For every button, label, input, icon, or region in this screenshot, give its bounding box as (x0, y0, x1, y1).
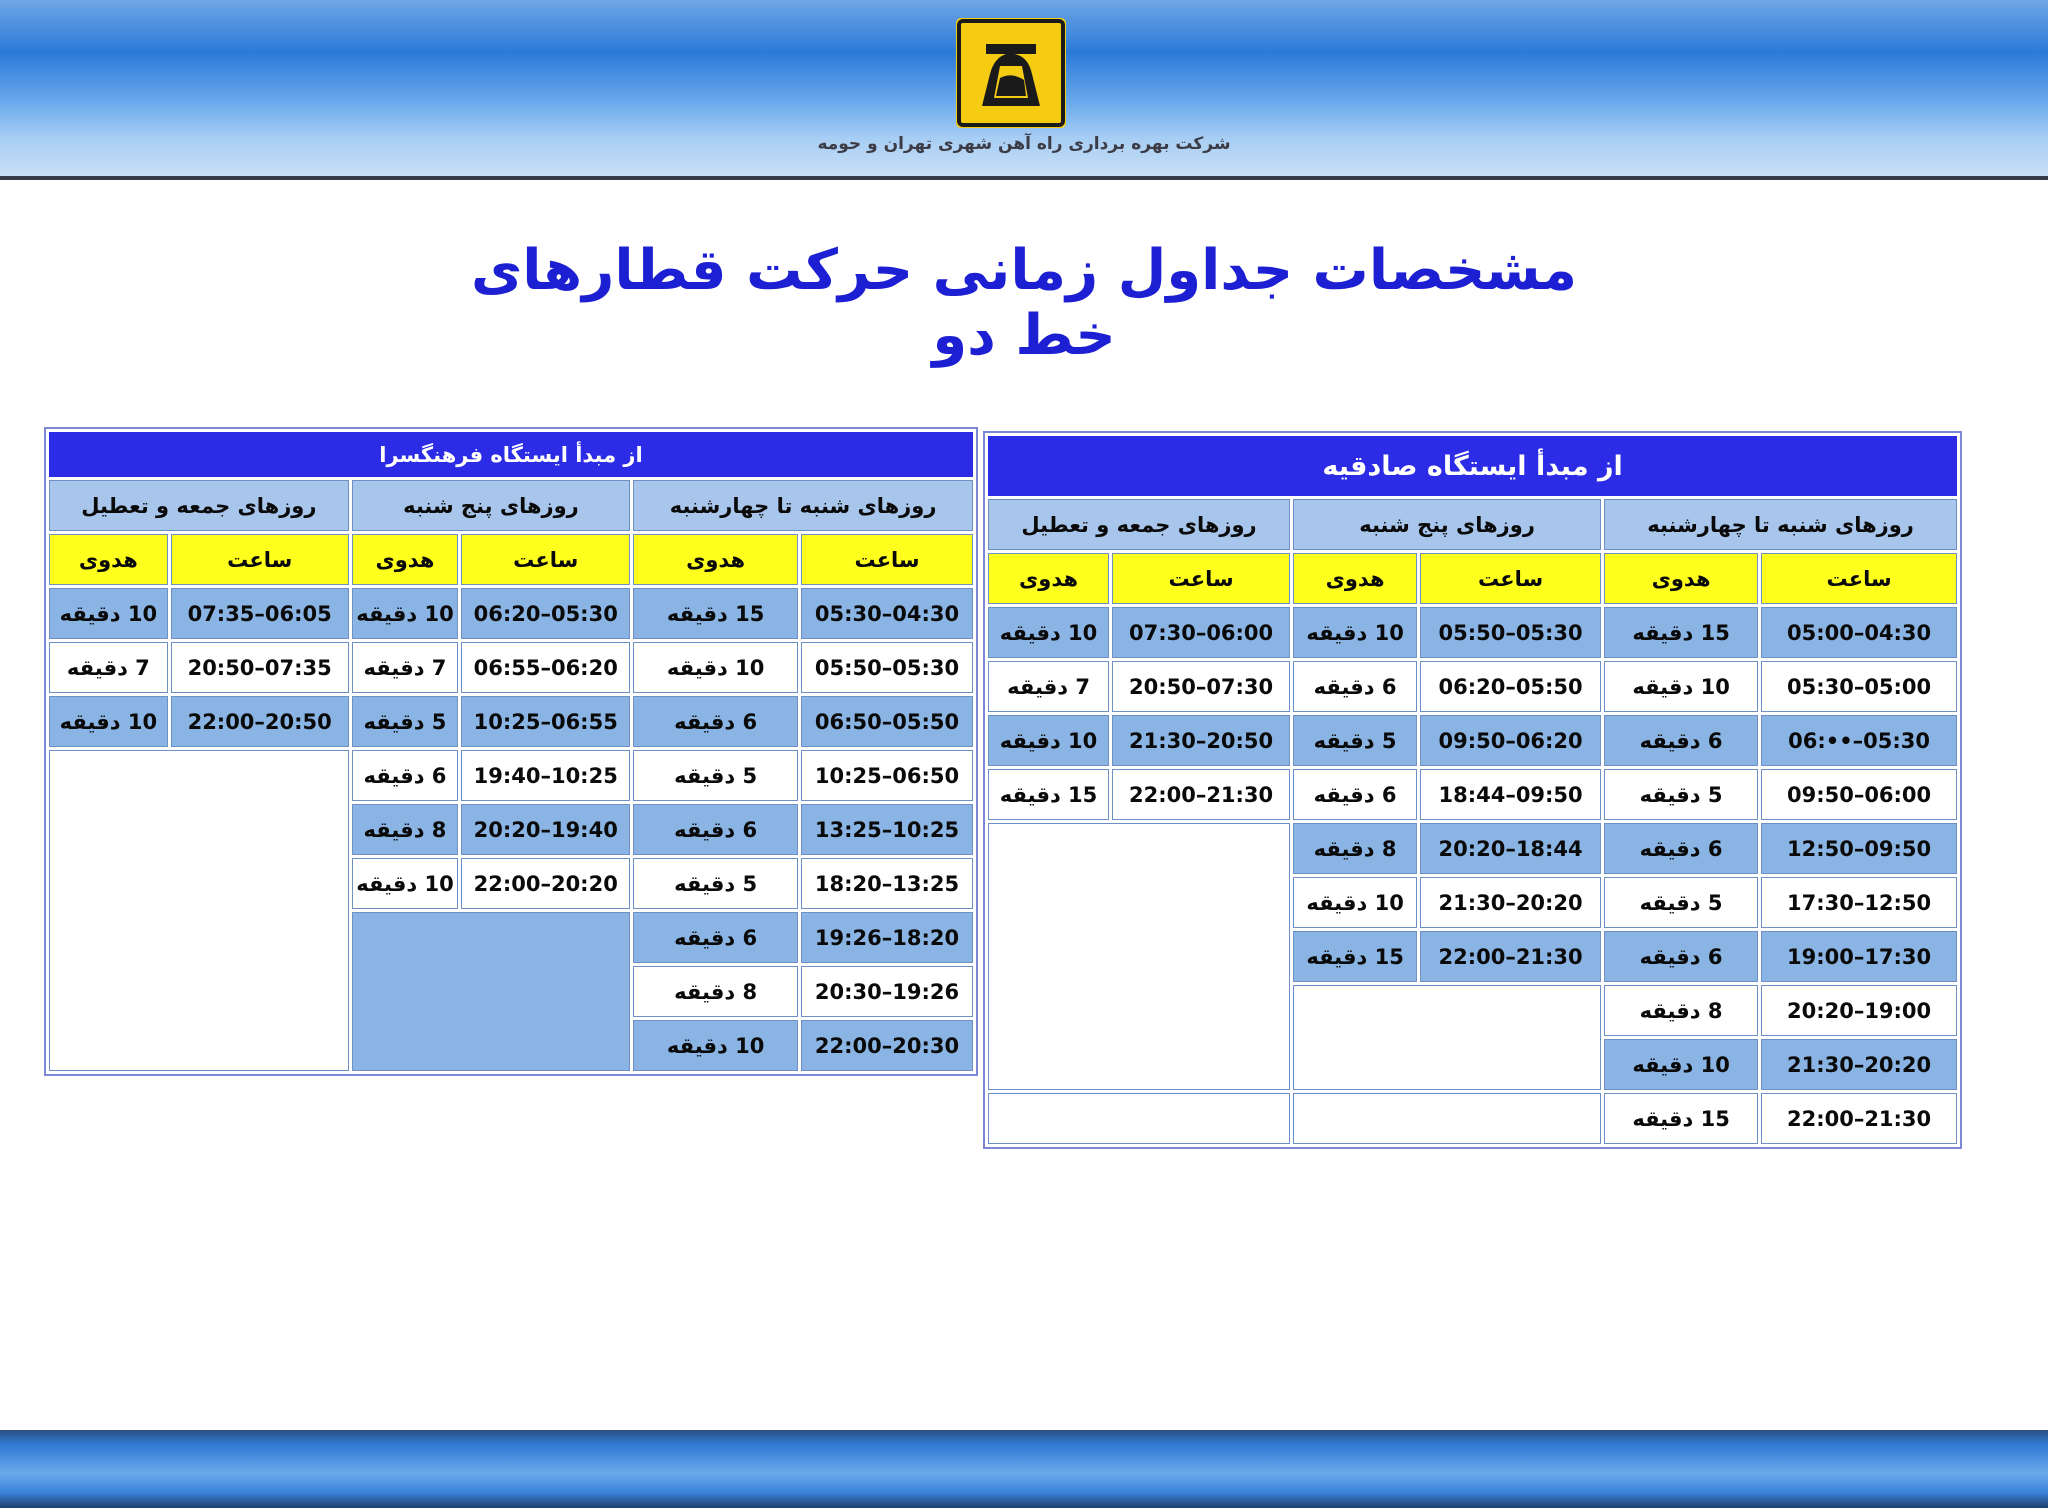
table-origin-title: از مبدأ ایستگاه صادقیه (988, 436, 1957, 496)
time-range: 20:50–07:30 (1128, 674, 1274, 699)
time-cell (1420, 715, 1601, 766)
column-header-time: ساعت (1420, 553, 1601, 604)
headway-cell: 10 دقیقه (988, 607, 1109, 658)
table-row (49, 642, 973, 693)
company-name: شرکت بهره برداری راه آهن شهری تهران و حومه (817, 134, 1231, 154)
headway-cell: 7 دقیقه (352, 642, 459, 693)
time-cell (1761, 715, 1957, 766)
time-range: 13:25–10:25 (814, 817, 960, 842)
time-cell (801, 588, 973, 639)
headway-cell: 5 دقیقه (1604, 877, 1758, 928)
time-cell (461, 750, 630, 801)
time-range: 19:00–17:30 (1786, 944, 1932, 969)
headway-cell: 5 دقیقه (633, 750, 798, 801)
column-header-time: ساعت (461, 534, 630, 585)
headway-cell: 5 دقیقه (633, 858, 798, 909)
time-range: 05:50–05:30 (814, 655, 960, 680)
time-cell (1761, 1093, 1957, 1144)
headway-cell: 6 دقیقه (1293, 769, 1417, 820)
time-range: 20:50–07:35 (187, 655, 332, 680)
time-cell (1761, 931, 1957, 982)
headway-cell: 10 دقیقه (352, 858, 459, 909)
time-range: 18:44–09:50 (1438, 782, 1583, 807)
time-range: 09:50–06:00 (1786, 782, 1932, 807)
time-cell (1112, 715, 1290, 766)
group-header-friday-holiday: روزهای جمعه و تعطیل (49, 480, 349, 531)
time-cell (1761, 877, 1957, 928)
table-row (988, 769, 1957, 820)
time-cell (1420, 823, 1601, 874)
time-range: 06:55–06:20 (473, 655, 618, 680)
time-cell (801, 750, 973, 801)
column-header-headway: هدوی (1293, 553, 1417, 604)
time-range: 07:30–06:00 (1128, 620, 1274, 645)
headway-cell: 6 دقیقه (633, 912, 798, 963)
column-header-time: ساعت (801, 534, 973, 585)
group-header-friday-holiday: روزهای جمعه و تعطیل (988, 499, 1290, 550)
headway-cell: 10 دقیقه (1604, 1039, 1758, 1090)
page-title: مشخصات جداول زمانی حرکت قطارهای خط دو (470, 238, 1578, 368)
headway-cell: 10 دقیقه (1293, 877, 1417, 928)
column-header-time: ساعت (1761, 553, 1957, 604)
timetable-sadeghieh (983, 431, 1962, 1149)
table-row (49, 696, 973, 747)
time-cell (801, 696, 973, 747)
time-cell (461, 858, 630, 909)
headway-cell: 8 دقیقه (1604, 985, 1758, 1036)
time-range: 10:25–06:55 (473, 709, 618, 734)
time-range: 18:20–13:25 (814, 871, 960, 896)
time-range: 22:00–20:30 (814, 1033, 960, 1058)
time-range: 05:00–04:30 (1786, 620, 1932, 645)
time-range: 05:50–05:30 (1438, 620, 1583, 645)
table-row (49, 588, 973, 639)
time-range: 12:50–09:50 (1786, 836, 1932, 861)
time-cell (801, 642, 973, 693)
time-range: 22:00–20:50 (187, 709, 332, 734)
timetable-farhangsara (44, 427, 978, 1076)
time-range: 07:35–06:05 (187, 601, 332, 626)
headway-cell: 10 دقیقه (1604, 661, 1758, 712)
time-cell (1112, 769, 1290, 820)
table-row (988, 823, 1957, 874)
time-cell (461, 588, 630, 639)
time-cell (171, 588, 349, 639)
headway-cell: 6 دقیقه (633, 696, 798, 747)
headway-cell: 5 دقیقه (1293, 715, 1417, 766)
empty-cell (49, 750, 349, 1071)
headway-cell: 7 دقیقه (988, 661, 1109, 712)
time-cell (1761, 769, 1957, 820)
time-range: 21:30–20:20 (1438, 890, 1583, 915)
headway-cell: 7 دقیقه (49, 642, 168, 693)
headway-cell: 10 دقیقه (633, 1020, 798, 1071)
headway-cell: 8 دقیقه (352, 804, 459, 855)
headway-cell: 15 دقیقه (633, 588, 798, 639)
headway-cell: 6 دقیقه (1293, 661, 1417, 712)
footer-band (0, 1430, 2048, 1508)
headway-cell: 8 دقیقه (1293, 823, 1417, 874)
time-cell (1420, 931, 1601, 982)
time-cell (801, 1020, 973, 1071)
headway-cell: 15 دقیقه (988, 769, 1109, 820)
time-cell (171, 696, 349, 747)
time-cell (1761, 985, 1957, 1036)
time-range: 06:••–05:30 (1788, 728, 1930, 753)
empty-cell (352, 912, 631, 1071)
table-row (988, 607, 1957, 658)
headway-cell: 10 دقیقه (352, 588, 459, 639)
time-range: 20:20–19:00 (1786, 998, 1932, 1023)
headway-cell: 10 دقیقه (633, 642, 798, 693)
headway-cell: 6 دقیقه (1604, 931, 1758, 982)
table-row (988, 661, 1957, 712)
headway-cell: 6 دقیقه (1604, 823, 1758, 874)
time-cell (1112, 607, 1290, 658)
column-header-headway: هدوی (352, 534, 459, 585)
time-cell (1761, 823, 1957, 874)
empty-cell (988, 823, 1290, 1090)
header-band (0, 0, 2048, 180)
time-range: 19:40–10:25 (473, 763, 618, 788)
column-header-time: ساعت (1112, 553, 1290, 604)
table-origin-title: از مبدأ ایستگاه فرهنگسرا (49, 432, 973, 477)
time-range: 21:30–20:50 (1128, 728, 1274, 753)
time-range: 05:30–04:30 (814, 601, 960, 626)
column-header-time: ساعت (171, 534, 349, 585)
time-cell (1420, 877, 1601, 928)
time-range: 22:00–20:20 (473, 871, 618, 896)
time-range: 20:20–19:40 (473, 817, 618, 842)
time-cell (461, 696, 630, 747)
headway-cell: 15 دقیقه (1293, 931, 1417, 982)
group-header-thursday: روزهای پنج شنبه (1293, 499, 1601, 550)
time-cell (1761, 607, 1957, 658)
time-cell (461, 804, 630, 855)
time-range: 19:26–18:20 (814, 925, 960, 950)
time-range: 22:00–21:30 (1438, 944, 1583, 969)
headway-cell: 15 دقیقه (1604, 1093, 1758, 1144)
empty-cell (988, 1093, 1290, 1144)
empty-cell (1293, 985, 1601, 1090)
headway-cell: 8 دقیقه (633, 966, 798, 1017)
time-range: 05:30–05:00 (1786, 674, 1932, 699)
time-range: 09:50–06:20 (1438, 728, 1583, 753)
headway-cell: 10 دقیقه (49, 696, 168, 747)
headway-cell: 10 دقیقه (988, 715, 1109, 766)
table-row (988, 1093, 1957, 1144)
metro-train-logo-icon (956, 18, 1066, 128)
time-cell (461, 642, 630, 693)
column-header-headway: هدوی (49, 534, 168, 585)
headway-cell: 5 دقیقه (1604, 769, 1758, 820)
group-header-thursday: روزهای پنج شنبه (352, 480, 631, 531)
time-range: 10:25–06:50 (814, 763, 960, 788)
time-cell (1761, 661, 1957, 712)
empty-cell (1293, 1093, 1601, 1144)
headway-cell: 6 دقیقه (1604, 715, 1758, 766)
time-cell (1112, 661, 1290, 712)
table-row (988, 715, 1957, 766)
time-cell (171, 642, 349, 693)
headway-cell: 10 دقیقه (1293, 607, 1417, 658)
headway-cell: 15 دقیقه (1604, 607, 1758, 658)
time-range: 20:20–18:44 (1438, 836, 1583, 861)
headway-cell: 6 دقیقه (633, 804, 798, 855)
time-range: 22:00–21:30 (1128, 782, 1274, 807)
group-header-weekdays: روزهای شنبه تا چهارشنبه (633, 480, 973, 531)
group-header-weekdays: روزهای شنبه تا چهارشنبه (1604, 499, 1957, 550)
time-cell (801, 966, 973, 1017)
table-row (49, 750, 973, 801)
time-range: 22:00–21:30 (1786, 1106, 1932, 1131)
time-range: 17:30–12:50 (1786, 890, 1932, 915)
time-cell (801, 804, 973, 855)
time-range: 06:20–05:50 (1438, 674, 1583, 699)
time-range: 21:30–20:20 (1786, 1052, 1932, 1077)
time-range: 06:50–05:50 (814, 709, 960, 734)
column-header-headway: هدوی (633, 534, 798, 585)
time-cell (1420, 661, 1601, 712)
time-cell (801, 912, 973, 963)
time-cell (1420, 769, 1601, 820)
column-header-headway: هدوی (1604, 553, 1758, 604)
metro-logo-graphic (956, 18, 1066, 128)
headway-cell: 5 دقیقه (352, 696, 459, 747)
time-cell (1761, 1039, 1957, 1090)
time-cell (1420, 607, 1601, 658)
time-range: 20:30–19:26 (814, 979, 960, 1004)
time-cell (801, 858, 973, 909)
time-range: 06:20–05:30 (473, 601, 618, 626)
column-header-headway: هدوی (988, 553, 1109, 604)
headway-cell: 10 دقیقه (49, 588, 168, 639)
headway-cell: 6 دقیقه (352, 750, 459, 801)
